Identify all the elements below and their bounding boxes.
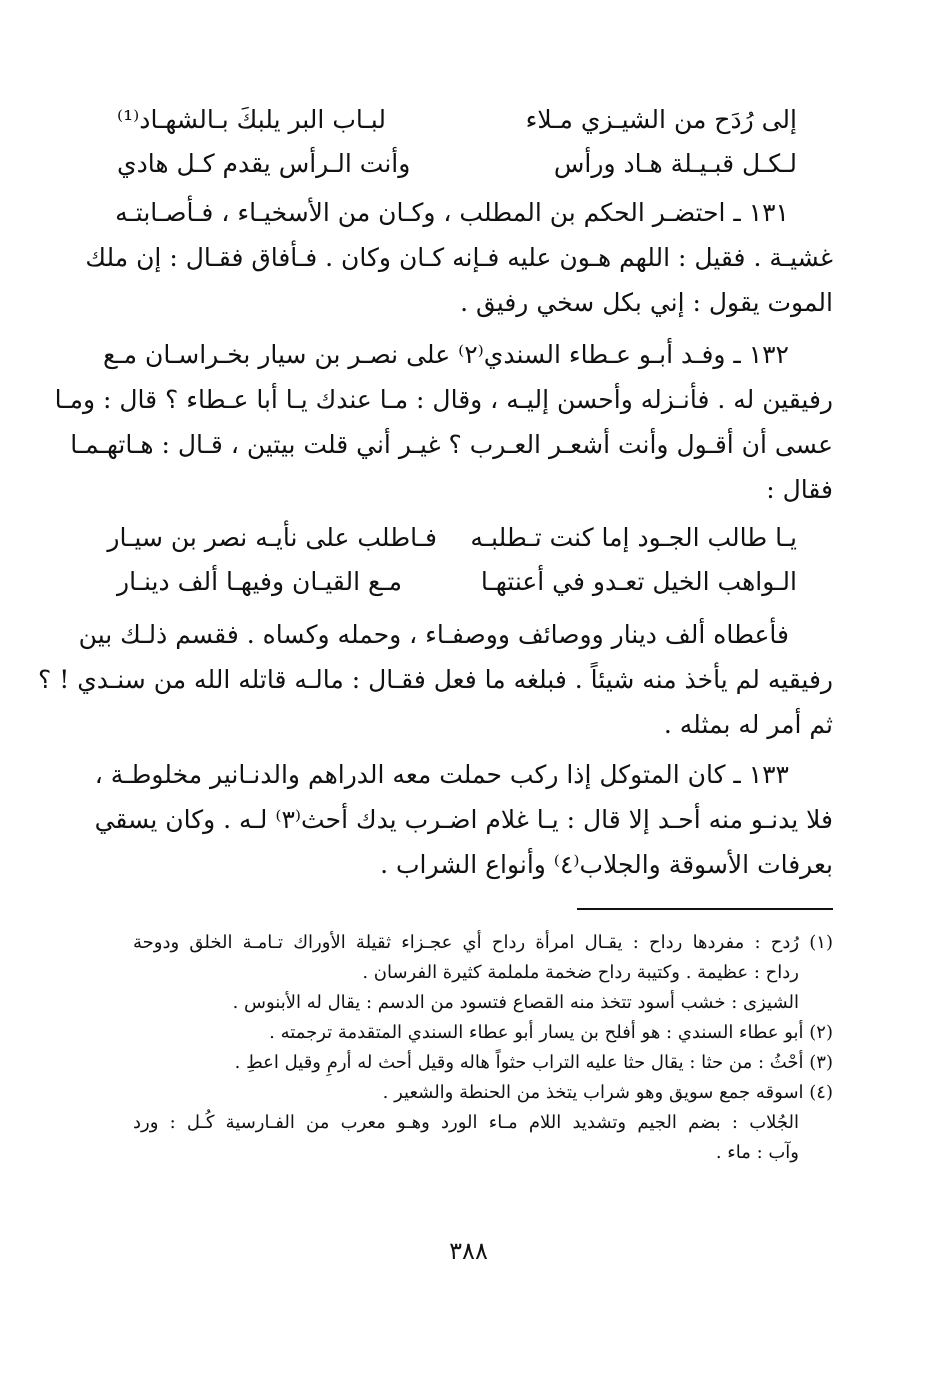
verse-line: [107, 516, 797, 560]
paragraph-line: فلا يدنـو منه أحـد إلا قال : يـا غلام اضـرب يدك أحث⁽٣⁾ لـه . وكان يسقي: [94, 805, 833, 834]
verse-hemistich-second: لبـاب البر يلبكَ بـالشهـاد⁽¹⁾: [117, 105, 386, 134]
footnote-line: (٢) أبو عطاء السندي : هو أفلح بن يسار أبو عطاء السندي المتقدمة ترجمته .: [269, 1022, 833, 1043]
paragraph-line: غشيـة . فقيل : اللهم هـون عليه فـإنه كـان وكان . فـأفاق فقـال : إن ملك: [85, 243, 833, 272]
verse-line: [117, 560, 797, 604]
paragraph-line: ثم أمر له بمثله .: [663, 710, 833, 739]
verse-block-top: [117, 98, 797, 186]
verse-hemistich-first: الـواهب الخيل تعـدو في أعنتهـا: [480, 567, 797, 596]
verse-block-middle: [107, 516, 797, 604]
footnote-line: (١) رُدح : مفردها رداح : يقـال امرأة رداح أي عجـزاء ثقيلة الأوراك تـامـة الخلق ودوحة: [133, 932, 833, 953]
paragraph-131: [85, 190, 833, 325]
footnote-line: الجُلاب : بضم الجيم وتشديد اللام مـاء الورد وهـو معرب من الفـارسية كُـل : ورد: [133, 1112, 799, 1133]
paragraph-line: بعرفات الأسوقة والجلاب⁽٤⁾ وأنواع الشراب .: [380, 850, 833, 879]
paragraph-line: عسى أن أقـول وأنت أشعـر العـرب ؟ غيـر أني قلت بيتين ، قـال : هـاتهـمـا: [70, 430, 833, 459]
footnote-line: وآب : ماء .: [715, 1142, 799, 1163]
footnotes: [133, 928, 833, 1168]
paragraph-line: ١٣٣ ـ كان المتوكل إذا ركب حملت معه الدراهم والدنـانير مخلوطـة ،: [94, 760, 789, 789]
paragraph-line: فأعطاه ألف دينار ووصائف ووصفـاء ، وحمله وكساه . فقسم ذلـك بين: [78, 620, 789, 649]
verse-hemistich-second: فـاطلب على نأيـه نصر بن سيـار: [107, 523, 437, 552]
paragraph-line: ١٣٢ ـ وفـد أبـو عـطاء السندي⁽٢⁾ على نصـر بن سيار بخـراسـان مـع: [103, 340, 789, 369]
paragraph-line: رفيقيه لم يأخذ منه شيئاً . فبلغه ما فعل فقـال : مالـه قاتله الله من سنـدي ! ؟: [38, 665, 833, 694]
paragraph-132: [54, 332, 833, 512]
paragraph-line: الموت يقول : إني بكل سخي رفيق .: [460, 288, 833, 317]
paragraph-line: فقال :: [766, 475, 833, 504]
paragraph-line: رفيقين له . فأنـزله وأحسن إليـه ، وقال : مـا عندك يـا أبا عـطاء ؟ قال : ومـا: [54, 385, 833, 414]
paragraph-133: [94, 752, 833, 887]
verse-hemistich-first: يـا طالب الجـود إما كنت تـطلبـه: [470, 523, 797, 552]
verse-line: [117, 142, 797, 186]
paragraph-line: ١٣١ ـ احتضـر الحكم بن المطلب ، وكـان من الأسخيـاء ، فـأصـابتـه: [115, 198, 789, 227]
paragraph-gift: [38, 612, 833, 747]
footnote-separator: [577, 908, 833, 910]
verse-line: [117, 98, 797, 142]
verse-hemistich-first: لـكـل قبـيـلة هـاد ورأس: [553, 149, 797, 178]
footnote-line: الشيزى : خشب أسود تتخذ منه القصاع فتسود من الدسم : يقال له الأبنوس .: [232, 992, 799, 1013]
page-number: ٣٨٨: [449, 1237, 488, 1265]
verse-hemistich-first: إلى رُدَح من الشيـزي مـلاء: [525, 105, 797, 134]
footnote-line: رداح : عظيمة . وكتيبة رداح ضخمة ململمة كثيرة الفرسان .: [362, 962, 799, 983]
verse-hemistich-second: مـع القيـان وفيهـا ألف دينـار: [117, 567, 402, 596]
verse-hemistich-second: وأنت الـرأس يقدم كـل هادي: [117, 149, 411, 178]
footnote-line: (٣) أحْثُ : من حثا : يقال حثا عليه التراب حثواً هاله وقيل أحث له أرمِ وقيل اعطِ .: [234, 1052, 833, 1073]
footnote-line: (٤) اسوقه جمع سويق وهو شراب يتخذ من الحنطة والشعير .: [382, 1082, 833, 1103]
